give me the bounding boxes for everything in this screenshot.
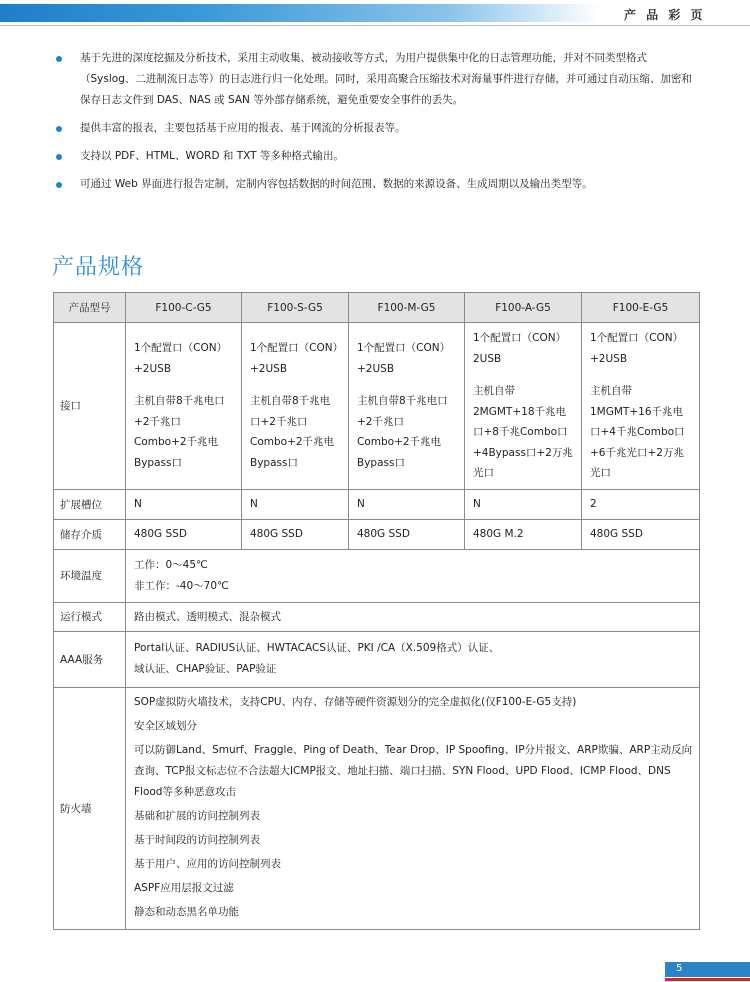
table-cell: 2 bbox=[582, 489, 700, 519]
cell-line: Combo+2千兆电 bbox=[134, 436, 219, 449]
header-label: 产 品 彩 页 bbox=[624, 8, 706, 22]
row-label: 环境温度 bbox=[54, 549, 126, 602]
interface-cell bbox=[349, 323, 465, 490]
table-row-interface bbox=[54, 323, 700, 490]
table-cell: N bbox=[126, 489, 242, 519]
table-header-row bbox=[54, 293, 700, 323]
cell-line: 主机自带 bbox=[473, 385, 515, 397]
table-row-expansion bbox=[54, 489, 700, 519]
row-label: 接口 bbox=[54, 323, 126, 490]
row-label: 储存介质 bbox=[54, 519, 126, 549]
row-label: 防火墙 bbox=[54, 687, 126, 929]
bullet-dot-icon bbox=[56, 126, 62, 132]
bullet-dot-icon bbox=[56, 182, 62, 188]
table-row-storage bbox=[54, 519, 700, 549]
cell-line: 口+4千兆Combo口 bbox=[590, 426, 685, 438]
table-cell: 480G SSD bbox=[242, 519, 349, 549]
cell-line: SOP虚拟防火墙技术，支持CPU、内存、存储等硬件资源划分的完全虚拟化(仅F100-E-G5支持) bbox=[134, 695, 577, 708]
row-label: AAA服务 bbox=[54, 631, 126, 687]
table-cell-wide bbox=[126, 631, 700, 687]
table-row-aaa bbox=[54, 631, 700, 687]
table-row-mode bbox=[54, 602, 700, 631]
table-cell: 480G SSD bbox=[349, 519, 465, 549]
cell-line: 基础和扩展的访问控制列表 bbox=[134, 809, 260, 822]
interface-cell bbox=[242, 323, 349, 490]
table-cell: 480G M.2 bbox=[465, 519, 582, 549]
cell-line: +2千兆口 bbox=[134, 415, 181, 428]
cell-line: 1个配置口（CON） bbox=[250, 342, 344, 355]
cell-line: 1MGMT+16千兆电 bbox=[590, 405, 684, 418]
table-cell-wide: 路由模式、透明模式、混杂模式 bbox=[126, 602, 700, 631]
cell-line: +2USB bbox=[134, 362, 172, 375]
feature-item bbox=[52, 48, 702, 111]
feature-text: 可通过 Web 界面进行报告定制，定制内容包括数据的时间范围、数据的来源设备、生成周期以及输出类型等。 bbox=[80, 178, 593, 190]
bullet-dot-icon bbox=[56, 154, 62, 160]
row-label: 运行模式 bbox=[54, 602, 126, 631]
cell-line: +2千兆口 bbox=[357, 415, 404, 428]
cell-line: 1个配置口（CON） bbox=[357, 342, 451, 355]
table-cell: N bbox=[242, 489, 349, 519]
cell-line: +2USB bbox=[250, 362, 288, 375]
table-cell: 480G SSD bbox=[582, 519, 700, 549]
cell-line: 主机自带 bbox=[590, 385, 632, 397]
table-cell-wide bbox=[126, 549, 700, 602]
table-cell: N bbox=[465, 489, 582, 519]
footer-red-rule bbox=[665, 978, 750, 981]
bullet-dot-icon bbox=[56, 56, 62, 62]
header-cell-model: F100-E-G5 bbox=[582, 293, 700, 323]
cell-line: 安全区域划分 bbox=[134, 719, 197, 732]
interface-cell bbox=[582, 323, 700, 490]
feature-item bbox=[52, 146, 702, 167]
cell-line: Bypass口 bbox=[250, 456, 298, 469]
cell-line: 1个配置口（CON） bbox=[590, 332, 684, 344]
cell-line: Bypass口 bbox=[357, 456, 405, 469]
cell-line: 非工作：-40～70℃ bbox=[134, 579, 229, 592]
cell-line: +4Bypass口+2万兆 bbox=[473, 446, 573, 459]
cell-line: 可以防御Land、Smurf、Fraggle、Ping of Death、Tear Drop、IP Spoofing、IP分片报文、ARP欺骗、ARP主动反向查询、TCP报文标志位不合法超大ICMP报文、地址扫描、端口扫描、SYN Flood、UPD Flood、ICMP Flood、DNS Flood等多种恶意攻击 bbox=[134, 743, 693, 798]
cell-line: +6千兆光口+2万兆 bbox=[590, 446, 684, 459]
feature-list bbox=[52, 48, 702, 202]
feature-text: 提供丰富的报表，主要包括基于应用的报表、基于网流的分析报表等。 bbox=[80, 122, 406, 134]
table-row-temperature bbox=[54, 549, 700, 602]
row-label: 扩展槽位 bbox=[54, 489, 126, 519]
cell-line: 口+2千兆口 bbox=[250, 415, 308, 428]
cell-line: 主机自带8千兆电口 bbox=[134, 395, 225, 408]
cell-line: 工作：0～45℃ bbox=[134, 558, 208, 571]
feature-text: 基于先进的深度挖掘及分析技术，采用主动收集、被动接收等方式，为用户提供集中化的日志管理功能，并对不同类型格式（Syslog、二进制流日志等）的日志进行归一化处理。同时，采用高聚合压缩技术对海量事件进行存储，并可通过自动压缩、加密和保存日志文件到 DAS、NAS 或 SAN 等外部存储系统，避免重要安全事件的丢失。 bbox=[80, 52, 692, 106]
header-cell-model-label: 产品型号 bbox=[54, 293, 126, 323]
header-cell-model: F100-M-G5 bbox=[349, 293, 465, 323]
cell-line: 2MGMT+18千兆电 bbox=[473, 405, 567, 418]
cell-line: 光口 bbox=[473, 467, 494, 479]
feature-text: 支持以 PDF、HTML、WORD 和 TXT 等多种格式输出。 bbox=[80, 150, 344, 162]
cell-line: +2USB bbox=[590, 352, 628, 365]
cell-line: 口+8千兆Combo口 bbox=[473, 426, 568, 438]
interface-cell bbox=[465, 323, 582, 490]
cell-line: Bypass口 bbox=[134, 456, 182, 469]
cell-line: +2USB bbox=[357, 362, 395, 375]
table-row-firewall bbox=[54, 687, 700, 929]
header-gradient-bar bbox=[0, 4, 600, 22]
cell-line: 1个配置口（CON） bbox=[473, 332, 567, 344]
cell-line: 主机自带8千兆电 bbox=[250, 395, 331, 408]
table-cell-wide bbox=[126, 687, 700, 929]
spec-table bbox=[53, 292, 700, 930]
cell-line: ASPF应用层报文过滤 bbox=[134, 881, 234, 894]
cell-line: 域认证、CHAP验证、PAP验证 bbox=[134, 663, 277, 675]
cell-line: 基于时间段的访问控制列表 bbox=[134, 833, 260, 846]
cell-line: 2USB bbox=[473, 352, 502, 365]
cell-line: 基于用户、应用的访问控制列表 bbox=[134, 857, 281, 870]
feature-item bbox=[52, 174, 702, 195]
header-cell-model: F100-A-G5 bbox=[465, 293, 582, 323]
page-number: 5 bbox=[676, 963, 683, 974]
cell-line: Combo+2千兆电 bbox=[357, 436, 442, 449]
cell-line: 1个配置口（CON） bbox=[134, 342, 228, 355]
feature-item bbox=[52, 118, 702, 139]
table-cell: N bbox=[349, 489, 465, 519]
table-cell: 480G SSD bbox=[126, 519, 242, 549]
cell-line: Portal认证、RADIUS认证、HWTACACS认证、PKI /CA（X.509格式）认证、 bbox=[134, 642, 500, 654]
header-cell-model: F100-S-G5 bbox=[242, 293, 349, 323]
cell-line: 静态和动态黑名单功能 bbox=[134, 905, 239, 918]
cell-line: 光口 bbox=[590, 467, 611, 479]
interface-cell bbox=[126, 323, 242, 490]
section-title: 产品规格 bbox=[52, 255, 145, 280]
header-rule bbox=[0, 25, 750, 26]
cell-line: 主机自带8千兆电口 bbox=[357, 395, 448, 408]
header-cell-model: F100-C-G5 bbox=[126, 293, 242, 323]
cell-line: Combo+2千兆电 bbox=[250, 436, 335, 449]
